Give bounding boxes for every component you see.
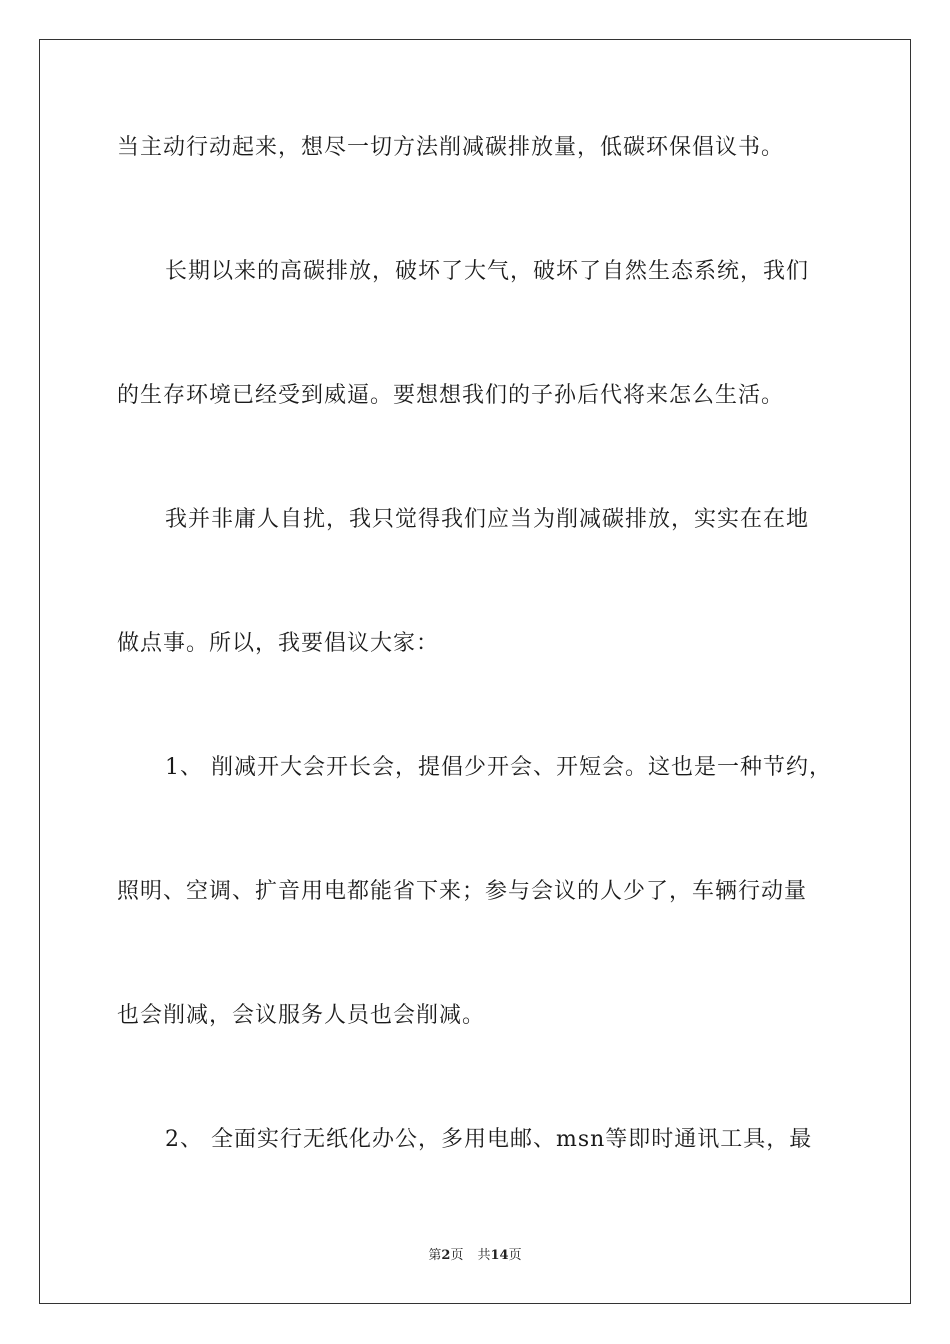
text-line-3: 的生存环境已经受到威逼。要想想我们的子孙后代将来怎么生活。 [117,383,785,408]
footer-page-prefix: 第 [428,1248,442,1263]
footer-page-suffix: 页 [450,1248,464,1263]
footer-total-prefix: 共 [477,1248,491,1263]
footer-page-number: 2 [441,1248,451,1263]
page-footer [0,1244,950,1263]
text-line-6: 1、 削减开大会开长会，提倡少开会、开短会。这也是一种节约， [165,755,832,780]
text-line-4: 我并非庸人自扰，我只觉得我们应当为削减碳排放，实实在在地 [165,507,810,532]
footer-total-suffix: 页 [508,1248,522,1263]
text-line-9: 2、 全面实行无纸化办公，多用电邮、msn等即时通讯工具，最 [165,1127,813,1152]
footer-total-pages: 14 [490,1248,509,1263]
text-line-5: 做点事。所以，我要倡议大家： [117,631,440,656]
text-line-7: 照明、空调、扩音用电都能省下来；参与会议的人少了，车辆行动量 [117,879,808,904]
text-line-2: 长期以来的高碳排放，破坏了大气，破坏了自然生态系统，我们 [165,259,810,284]
text-line-1: 当主动行动起来，想尽一切方法削减碳排放量，低碳环保倡议书。 [117,135,785,160]
text-line-8: 也会削减，会议服务人员也会削减。 [117,1003,486,1028]
page-border [39,39,911,1304]
